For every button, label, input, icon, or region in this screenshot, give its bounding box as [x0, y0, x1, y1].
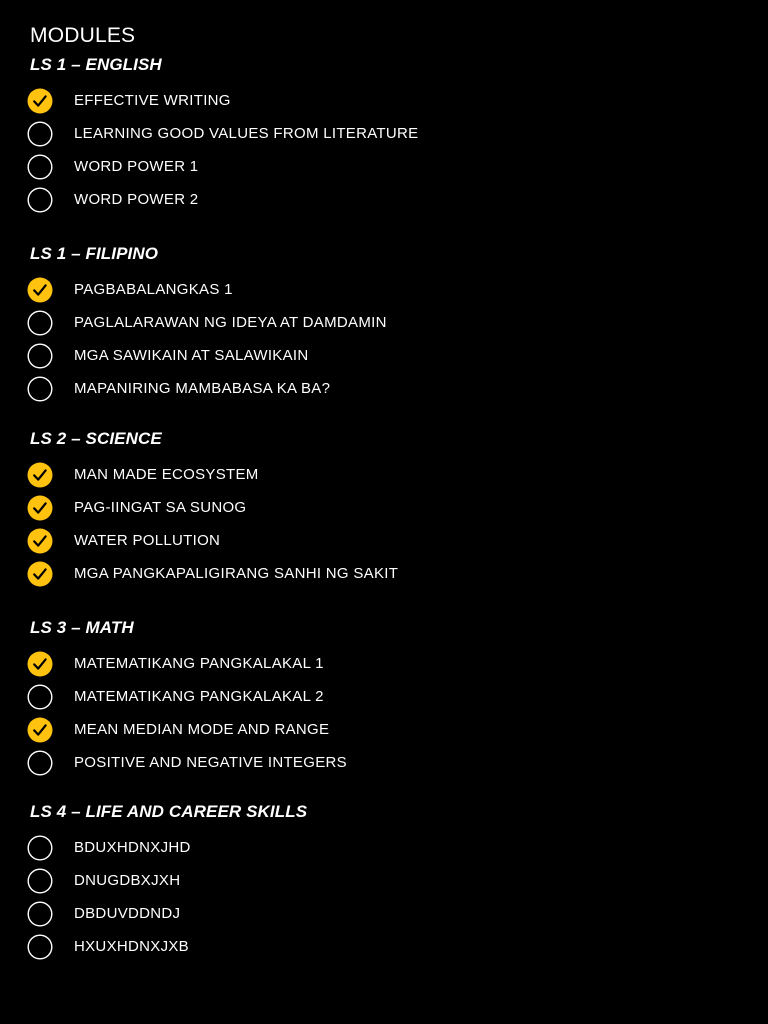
module-item-paglalarawan-ng-ideya-at-damdamin[interactable] [27, 309, 727, 337]
page-title: MODULES [30, 24, 136, 47]
module-item-label: POSITIVE AND NEGATIVE INTEGERS [74, 754, 347, 771]
module-item-label: BDUXHDNXJHD [74, 839, 191, 856]
checkmark-circle-icon[interactable] [27, 651, 53, 677]
section-heading-ls-3-math: LS 3 – MATH [30, 618, 134, 637]
section-heading-ls-1-filipino: LS 1 – FILIPINO [30, 244, 159, 263]
empty-circle-icon[interactable] [27, 154, 53, 180]
module-item-label: MAN MADE ECOSYSTEM [74, 466, 259, 483]
module-item-label: DNUGDBXJXH [74, 872, 181, 889]
section-heading-ls-1-english: LS 1 – ENGLISH [30, 55, 162, 74]
empty-circle-icon[interactable] [27, 684, 53, 710]
module-item-dnugdbxjxh[interactable] [27, 867, 727, 895]
module-item-label: WORD POWER 2 [74, 191, 199, 208]
module-item-label: PAG-IINGAT SA SUNOG [74, 499, 247, 516]
empty-circle-icon[interactable] [27, 901, 53, 927]
module-item-pagbabalangkas-1[interactable] [27, 276, 727, 304]
module-item-mga-sawikain-at-salawikain[interactable] [27, 342, 727, 370]
module-item-label: MGA SAWIKAIN AT SALAWIKAIN [74, 347, 309, 364]
module-item-hxuxhdnxjxb[interactable] [27, 933, 727, 961]
section-heading-ls-2-science: LS 2 – SCIENCE [30, 429, 162, 448]
checkmark-circle-icon[interactable] [27, 495, 53, 521]
module-item-effective-writing[interactable] [27, 87, 727, 115]
module-item-label: MATEMATIKANG PANGKALAKAL 1 [74, 655, 324, 672]
module-item-mga-pangkapaligirang-sanhi-ng-sakit[interactable] [27, 560, 727, 588]
module-item-label: EFFECTIVE WRITING [74, 92, 231, 109]
checkmark-circle-icon[interactable] [27, 88, 53, 114]
module-item-water-pollution[interactable] [27, 527, 727, 555]
module-item-label: HXUXHDNXJXB [74, 938, 189, 955]
module-item-word-power-1[interactable] [27, 153, 727, 181]
module-item-mean-median-mode-and-range[interactable] [27, 716, 727, 744]
module-item-mapaniring-mambabasa-ka-ba[interactable] [27, 375, 727, 403]
module-item-label: MGA PANGKAPALIGIRANG SANHI NG SAKIT [74, 565, 399, 582]
module-item-label: WORD POWER 1 [74, 158, 199, 175]
checkmark-circle-icon[interactable] [27, 717, 53, 743]
empty-circle-icon[interactable] [27, 310, 53, 336]
module-item-man-made-ecosystem[interactable] [27, 461, 727, 489]
module-item-pag-iingat-sa-sunog[interactable] [27, 494, 727, 522]
module-item-word-power-2[interactable] [27, 186, 727, 214]
empty-circle-icon[interactable] [27, 750, 53, 776]
module-item-label: PAGBABALANGKAS 1 [74, 281, 233, 298]
module-item-matematikang-pangkalakal-1[interactable] [27, 650, 727, 678]
module-item-dbduvddndj[interactable] [27, 900, 727, 928]
module-item-label: DBDUVDDNDJ [74, 905, 181, 922]
module-item-label: MATEMATIKANG PANGKALAKAL 2 [74, 688, 324, 705]
empty-circle-icon[interactable] [27, 868, 53, 894]
module-item-positive-and-negative-integers[interactable] [27, 749, 727, 777]
empty-circle-icon[interactable] [27, 343, 53, 369]
empty-circle-icon[interactable] [27, 934, 53, 960]
checkmark-circle-icon[interactable] [27, 277, 53, 303]
module-item-bduxhdnxjhd[interactable] [27, 834, 727, 862]
module-item-label: WATER POLLUTION [74, 532, 221, 549]
module-item-learning-good-values-from-literature[interactable] [27, 120, 727, 148]
module-item-label: MEAN MEDIAN MODE AND RANGE [74, 721, 330, 738]
empty-circle-icon[interactable] [27, 376, 53, 402]
empty-circle-icon[interactable] [27, 835, 53, 861]
checkmark-circle-icon[interactable] [27, 528, 53, 554]
module-item-label: PAGLALARAWAN NG IDEYA AT DAMDAMIN [74, 314, 387, 331]
module-item-label: LEARNING GOOD VALUES FROM LITERATURE [74, 125, 419, 142]
section-heading-ls-4-life-and-career-skills: LS 4 – LIFE AND CAREER SKILLS [30, 802, 308, 821]
checkmark-circle-icon[interactable] [27, 462, 53, 488]
module-item-label: MAPANIRING MAMBABASA KA BA? [74, 380, 331, 397]
empty-circle-icon[interactable] [27, 121, 53, 147]
checkmark-circle-icon[interactable] [27, 561, 53, 587]
empty-circle-icon[interactable] [27, 187, 53, 213]
module-item-matematikang-pangkalakal-2[interactable] [27, 683, 727, 711]
